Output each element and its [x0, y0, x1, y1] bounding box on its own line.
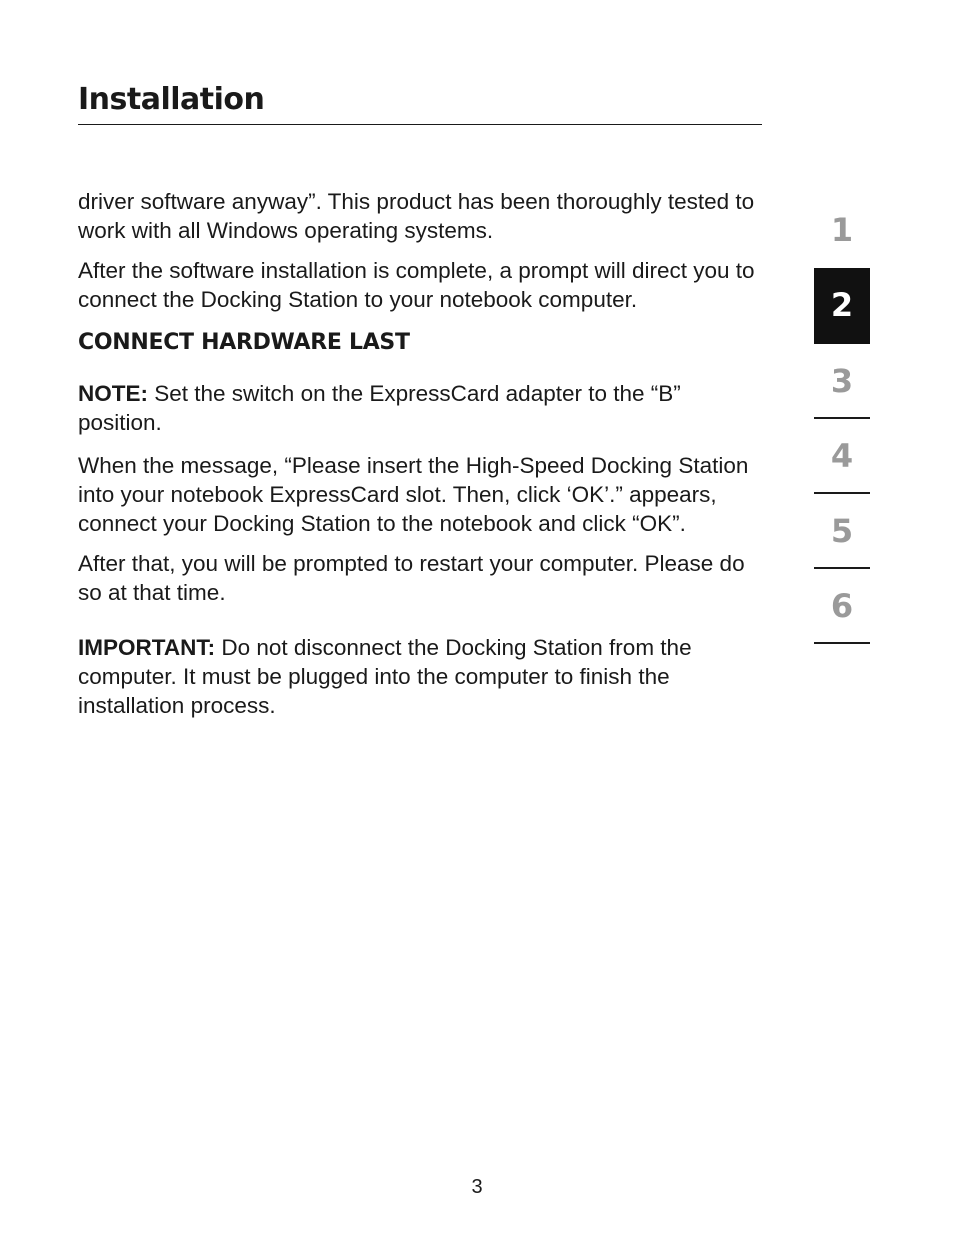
section-tab-4[interactable]: 4 — [814, 419, 870, 494]
page-title: Installation — [78, 82, 265, 117]
note-label: NOTE: — [78, 381, 148, 406]
section-tab-1[interactable]: 1 — [830, 211, 854, 249]
paragraph-software-complete: After the software installation is complete, a prompt will direct you to connect the Docking Station to your notebook computer. — [78, 258, 755, 312]
important-paragraph — [78, 633, 768, 720]
section-nav — [814, 193, 870, 644]
page-number: 3 — [471, 1176, 483, 1198]
section-tab-2[interactable]: 2 — [814, 268, 870, 344]
section-tab-3[interactable]: 3 — [814, 344, 870, 419]
paragraph-insert-message: When the message, “Please insert the High-Speed Docking Station into your notebook ExpressCard slot. Then, click ‘OK’.” appears, connect your Docking Station to the notebook and click “OK”. — [78, 453, 749, 536]
section-tab-6[interactable]: 6 — [814, 569, 870, 644]
paragraph-restart: After that, you will be prompted to restart your computer. Please do so at that time. — [78, 551, 745, 605]
important-label: IMPORTANT: — [78, 635, 216, 660]
body-content — [78, 187, 768, 720]
important-text: Do not disconnect the Docking Station from the computer. It must be plugged into the computer to finish the installation process. — [78, 635, 692, 718]
note-paragraph — [78, 379, 768, 437]
section-heading: CONNECT HARDWARE LAST — [78, 330, 410, 355]
paragraph-driver-software: driver software anyway”. This product has been thoroughly tested to work with all Windows operating systems. — [78, 189, 755, 243]
note-text: Set the switch on the ExpressCard adapter to the “B” position. — [78, 381, 681, 435]
section-tab-5[interactable]: 5 — [814, 494, 870, 569]
title-divider — [78, 124, 762, 125]
